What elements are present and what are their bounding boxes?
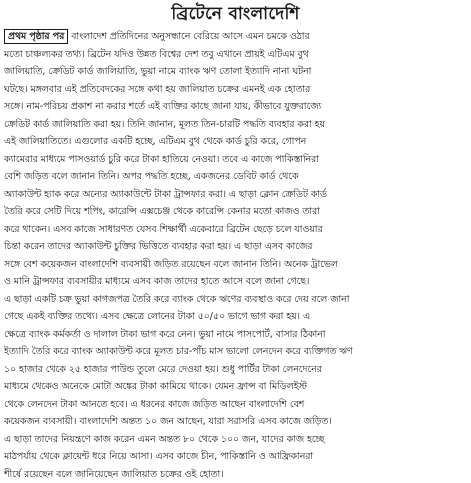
article-line xyxy=(4,378,467,396)
article-line xyxy=(4,81,467,99)
article-line xyxy=(4,221,467,239)
line-text: মাঠপর্যায় থেকে ক্লায়েন্ট ধরে নিয়ে আসা। এসব কাজে চীন, পাকিস্তানি ও আফ্রিকানরা xyxy=(4,451,313,462)
line-text: ক্যামেরার মাধ্যমে পাসওয়ার্ড চুরি করে টাকা হাতিয়ে নেওয়া। তবে এ কাজে পাকিস্তানিরা xyxy=(4,154,319,165)
article-line xyxy=(4,256,467,274)
article-line xyxy=(4,63,467,81)
article-line xyxy=(4,98,467,116)
line-text: মাধ্যমে থেকেও অনেকে মোটা অঙ্কের টাকা কামিয়ে থাকে। যেমন ফ্রান্স বা মিডিলইস্ট xyxy=(4,381,307,392)
line-text: এ ছাড়া একটি চক্র ভুয়া কাগজপত্র তৈরি করে ব্যাংক থেকে ঋণের ব্যবস্থাও করে দেয় বলে জানা xyxy=(4,294,349,305)
article-line xyxy=(4,466,467,483)
line-text: করে থাকেন। এসব কাজে সাধারণত যেসব শিক্ষার্থী একেবারে ব্রিটেন ছেড়ে চলে যাওয়ার xyxy=(4,224,323,235)
line-text: ঘটছে। মঙ্গলবার এই প্রতিবেদকের সঙ্গে কথা হয় জালিয়াত চক্রের এমনই এক হোতার xyxy=(4,84,310,95)
article-line xyxy=(4,133,467,151)
line-text: ক্রেডিট কার্ড জালিয়াতি করা হয়। তিনি জানান, মূলত তিন-চারটি পদ্ধতি ব্যবহার করা হয় xyxy=(4,119,325,130)
line-text: এ ছাড়া তাদের নিয়ন্ত্রণে কাজ করেন এমন অন্তত ৮০ থেকে ১০০ জন, যাদের কাজ হচ্ছে xyxy=(4,434,324,445)
continuation-tag: প্রথম পৃষ্ঠার পর xyxy=(4,29,68,44)
line-text: সঙ্গে। নাম-পরিচয় প্রকাশ না করার শর্তে এই ব্যক্তির কাছে জানা যায়, কীভাবে যুক্তরাজ্যে xyxy=(4,101,321,112)
line-text: তৈরি করে সেটি দিয়ে শপিং, কারেন্সি এক্সচেঞ্জ থেকে কারেন্সি কেনার মতো কাজও তারা xyxy=(4,206,320,217)
article-line xyxy=(4,46,467,64)
article-body xyxy=(4,28,467,483)
line-text: ও মানি ট্রান্সফার ব্যবসায়ীর মাধ্যমে এসব কাজ তাদের হাতে আসে বলে জানা গেছে। xyxy=(4,276,309,287)
line-text: গেছে একই ব্যক্তির তথ্যে। এসব ক্ষেত্রে লোনের টাকা ৫০/৫০ ভাগে ভাগ করা হয়। এ xyxy=(4,311,310,322)
article-line xyxy=(4,273,467,291)
line-text: ইত্যাদি তৈরি করে ব্যাংক অ্যাকাউন্ট করে মূলত চার-পাঁচ মাস ভালো লেনদেন করে ব্যক্তিগত ঋণ xyxy=(4,346,353,357)
line-text: মতো চাঞ্চল্যকর তথ্য। ব্রিটেন যদিও উন্নত বিশ্বের দেশ তবু এখানে প্রায়ই এটিএম বুথ xyxy=(4,49,309,60)
line-text: বেশি জড়িত বলে জানান তিনি। অপর পদ্ধতি হচ্ছে, একজনের ডেবিট কার্ড থেকে xyxy=(4,171,299,182)
line-text: শীর্ষে রয়েছেন বলে জানিয়েছেন জালিয়াত চক্রের ওই হোতা। xyxy=(4,469,224,480)
article-line xyxy=(4,308,467,326)
article-line xyxy=(4,396,467,414)
line-text: ক্ষেত্রে ব্যাংক কর্মকর্তা ও দালাল টাকা ভাগ করে নেন। ভুয়া নামে পাসপোর্ট, বাসার ঠিকানা xyxy=(4,329,325,340)
line-text: বাংলাদেশ প্রতিদিনের অনুসন্ধানে বেরিয়ে আসে এমন চমকে ওঠার xyxy=(71,31,309,42)
headline: ব্রিটেনে বাংলাদেশি xyxy=(4,0,467,28)
article-line xyxy=(4,151,467,169)
line-text: ১০ হাজার থেকে ২৫ হাজার পাউন্ড তুলে মেরে দেওয়া হয়। শুধু পার্টির টাকা লেনদেনের xyxy=(4,364,322,375)
article-line xyxy=(4,168,467,186)
line-text: কয়েকজন ব্যবসায়ী। বাংলাদেশি অন্তত ১০ জন আছেন, যারা সরাসরি এসব কাজে জড়িত। xyxy=(4,416,332,427)
article-line xyxy=(4,413,467,431)
line-text: জালিয়াতি, ক্রেডিট কার্ড জালিয়াতি, ভুয়া নামে ব্যাংক ঋণ তোলা ইত্যাদি নানা ঘটনা xyxy=(4,66,311,77)
article-line xyxy=(4,361,467,379)
article-line xyxy=(4,28,467,46)
article-line xyxy=(4,291,467,309)
line-text: এই জালিয়াতিতে। এগুলোর একটি হচ্ছে, এটিএম বুথ থেকে কার্ড চুরি করে, গোপন xyxy=(4,136,306,147)
article-line xyxy=(4,116,467,134)
article-line xyxy=(4,326,467,344)
line-text: থেকে লেনদেন টাকা আনতে হবে। এ ধরনের কাজে জড়িত আছেন বাংলাদেশি বেশ xyxy=(4,399,304,410)
article-line xyxy=(4,431,467,449)
line-text: সঙ্গে বেশ কয়েকজন বাংলাদেশি ব্যবসায়ী জড়িত রয়েছেন বলে জানান তিনি। অনেক ট্রাভেল xyxy=(4,259,338,270)
article-line xyxy=(4,343,467,361)
article-line xyxy=(4,203,467,221)
line-text: অ্যাকাউন্ট হ্যাক করে অন্যের অ্যাকাউন্টে টাকা ট্রান্সফার করা। এ ছাড়া ক্লোন ক্রেডিট কার্ড xyxy=(4,189,327,200)
article-line xyxy=(4,186,467,204)
article-line xyxy=(4,448,467,466)
line-text: চিন্তা করেন তাদের অ্যাকাউন্ট চুক্তির ভিত্তিতে ব্যবহার করা হয়। এ ছাড়া এসব কাজের xyxy=(4,241,312,252)
article-line xyxy=(4,238,467,256)
